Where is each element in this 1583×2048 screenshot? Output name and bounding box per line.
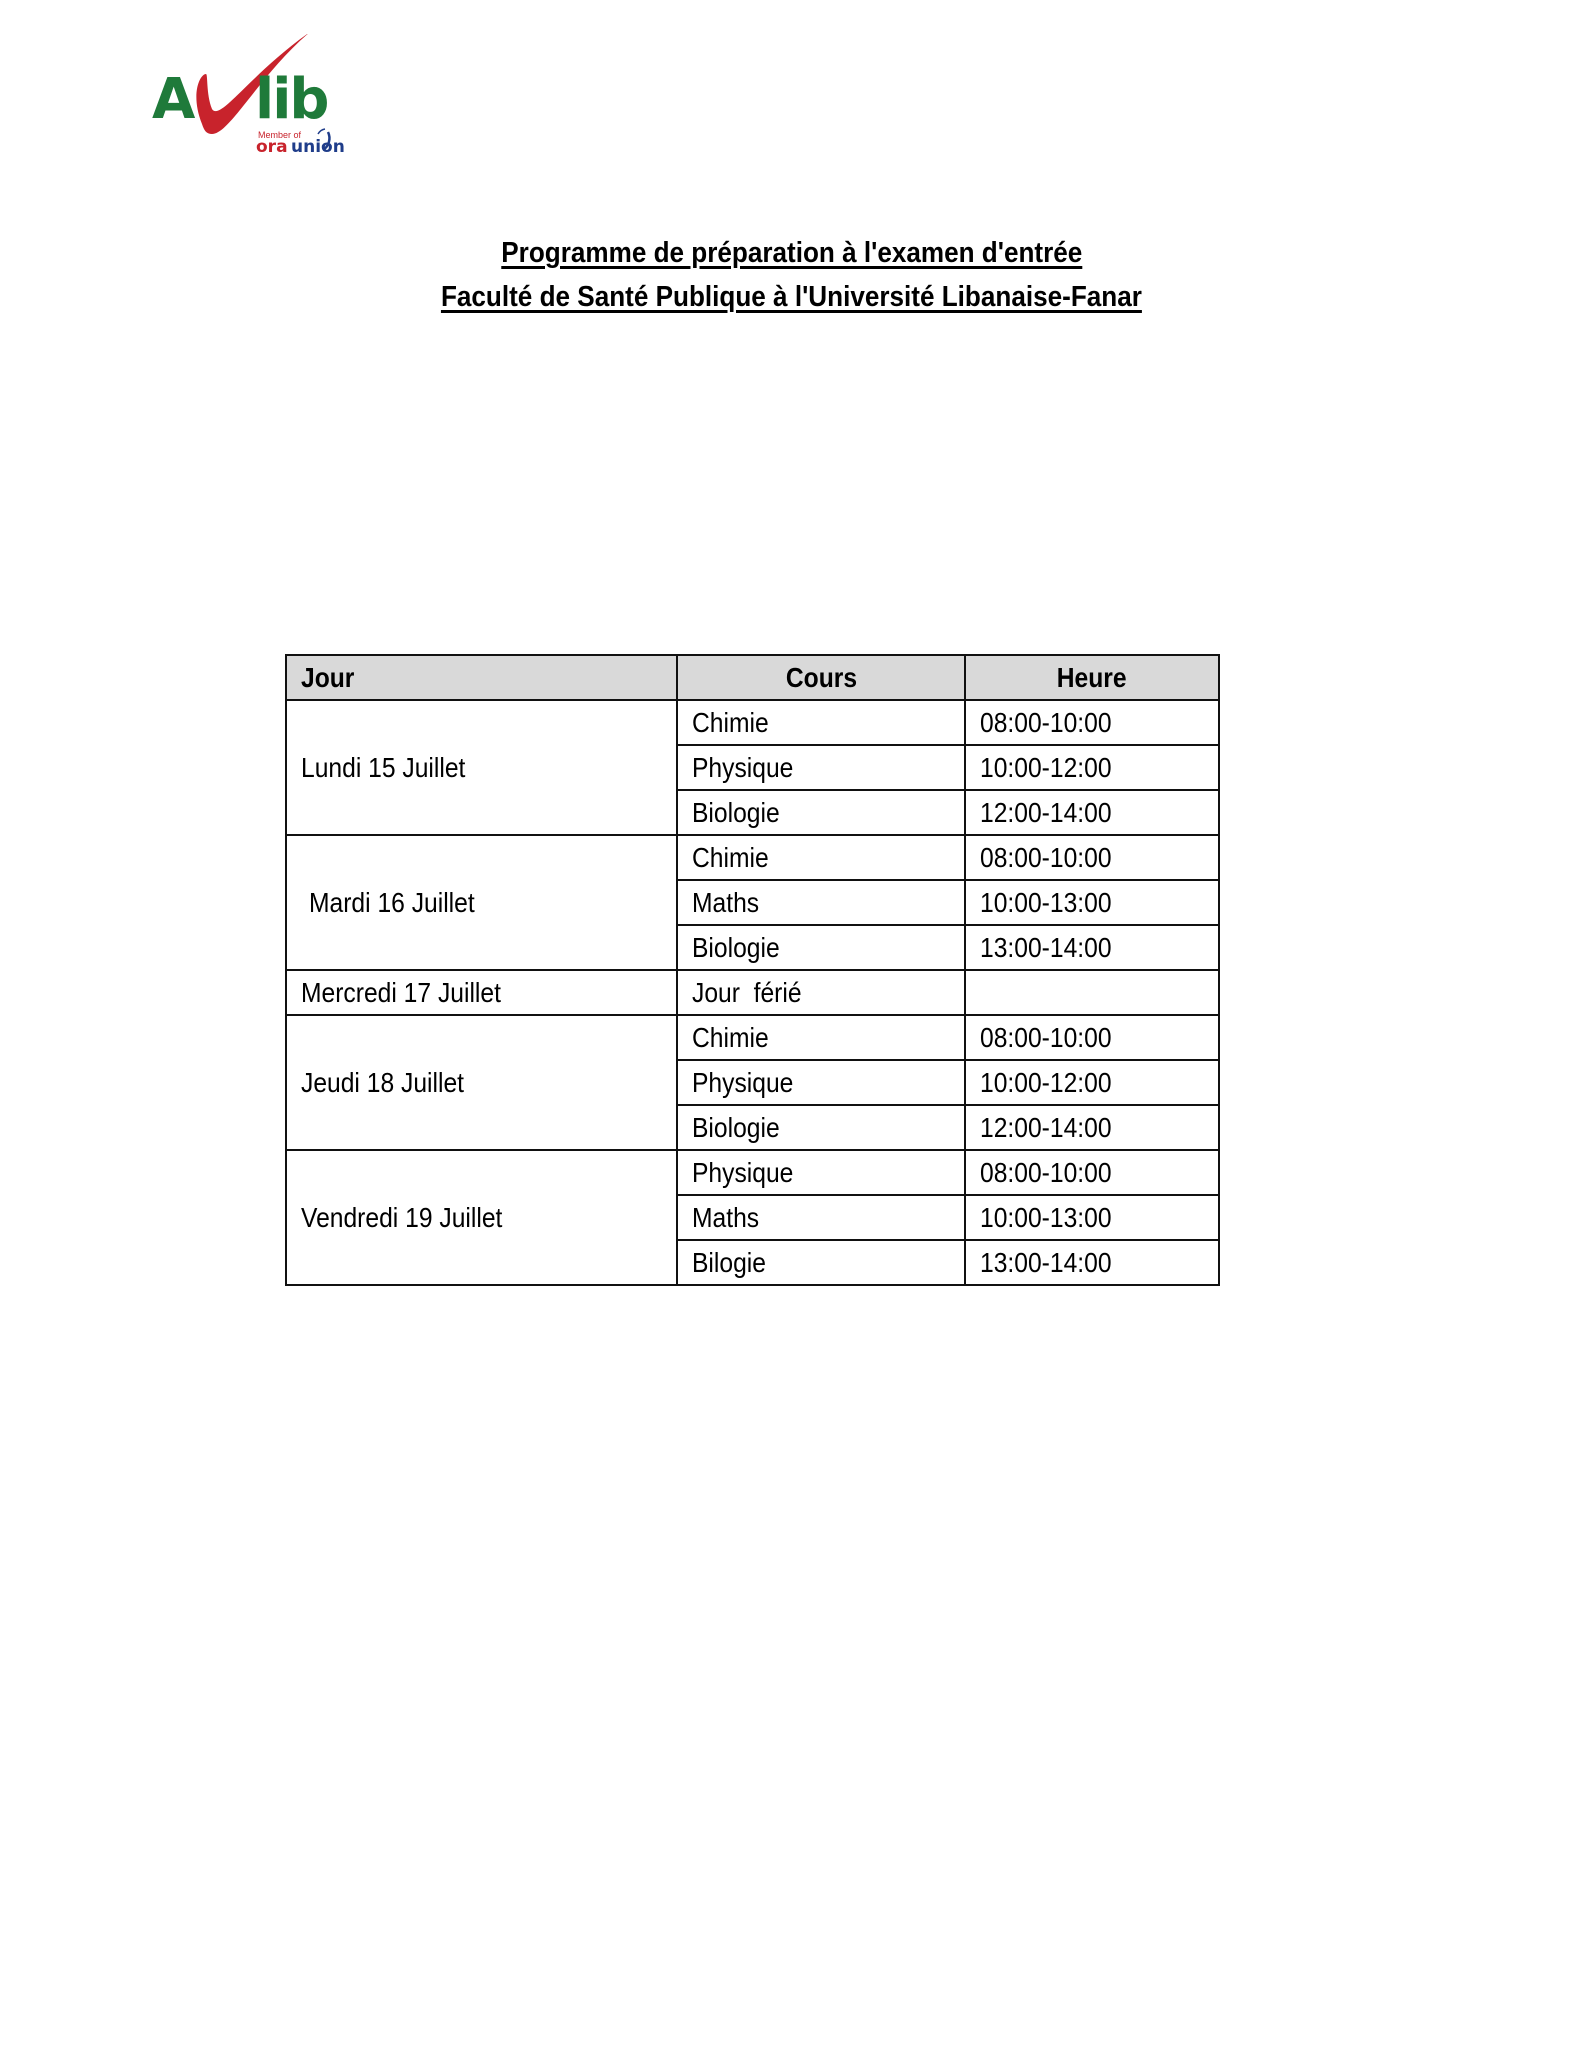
cell-text: Chimie (692, 707, 769, 738)
cell-text: Cours (785, 662, 857, 693)
cell-text: Maths (692, 887, 760, 918)
cell-text: 10:00-12:00 (980, 752, 1112, 783)
cours-cell (677, 970, 965, 1015)
heure-cell (965, 790, 1219, 835)
avlib-logo (150, 34, 350, 158)
day-cell (286, 835, 677, 970)
heure-cell (965, 925, 1219, 970)
cours-cell (677, 1240, 965, 1285)
table-row (286, 970, 1219, 1015)
cell-text: Biologie (692, 797, 780, 828)
day-cell (286, 1150, 677, 1285)
cell-text: Physique (692, 1157, 794, 1188)
heure-cell (965, 880, 1219, 925)
cell-text: Physique (692, 752, 794, 783)
cell-text: 08:00-10:00 (980, 1157, 1112, 1188)
cours-cell (677, 790, 965, 835)
cell-text: 13:00-14:00 (980, 932, 1112, 963)
cours-cell (677, 880, 965, 925)
cell-text: Heure (1057, 662, 1127, 693)
cours-cell (677, 1150, 965, 1195)
cell-text: 12:00-14:00 (980, 797, 1112, 828)
schedule-table (285, 654, 1220, 1286)
cell-text: 08:00-10:00 (980, 842, 1112, 873)
table-row (286, 1015, 1219, 1060)
cell-text: Vendredi 19 Juillet (301, 1202, 503, 1233)
heure-cell (965, 1195, 1219, 1240)
cell-text: 12:00-14:00 (980, 1112, 1112, 1143)
cell-text: Lundi 15 Juillet (301, 752, 466, 783)
cell-text: 10:00-13:00 (980, 1202, 1112, 1233)
table-row (286, 1150, 1219, 1195)
cell-text: Chimie (692, 1022, 769, 1053)
cours-cell (677, 1015, 965, 1060)
cell-text: 08:00-10:00 (980, 707, 1112, 738)
header-cours (677, 655, 965, 700)
cell-text: Mardi 16 Juillet (309, 887, 475, 918)
cell-text: Jour (301, 662, 355, 693)
heure-cell (965, 700, 1219, 745)
heure-cell (965, 1105, 1219, 1150)
header-heure (965, 655, 1219, 700)
heure-cell (965, 1060, 1219, 1105)
cell-text: Bilogie (692, 1247, 766, 1278)
cell-text: Jeudi 18 Juillet (301, 1067, 465, 1098)
cell-text: 10:00-13:00 (980, 887, 1112, 918)
table-row (286, 700, 1219, 745)
title-line-2 (0, 280, 1583, 314)
cours-cell (677, 745, 965, 790)
cours-cell (677, 700, 965, 745)
cell-text: 13:00-14:00 (980, 1247, 1112, 1278)
day-cell (286, 700, 677, 835)
cours-cell (677, 925, 965, 970)
logo-ora: ora (256, 137, 288, 157)
cell-text: Biologie (692, 1112, 780, 1143)
logo-union: union (291, 137, 345, 157)
title-line-1 (0, 236, 1583, 270)
logo-letter-a: A (152, 67, 195, 132)
cours-cell (677, 835, 965, 880)
cell-text: 10:00-12:00 (980, 1067, 1112, 1098)
logo-member-of: Member of (258, 130, 302, 140)
heure-cell (965, 970, 1219, 1015)
heure-cell (965, 1240, 1219, 1285)
title-line-1-text: Programme de préparation à l'examen d'entrée (500, 237, 1083, 269)
cell-text: Physique (692, 1067, 794, 1098)
header-jour (286, 655, 677, 700)
cell-text: Chimie (692, 842, 769, 873)
heure-cell (965, 835, 1219, 880)
cours-cell (677, 1060, 965, 1105)
cours-cell (677, 1195, 965, 1240)
heure-cell (965, 745, 1219, 790)
table-header-row (286, 655, 1219, 700)
day-cell (286, 1015, 677, 1150)
cell-text: Maths (692, 1202, 760, 1233)
cours-cell (677, 1105, 965, 1150)
cell-text: Biologie (692, 932, 780, 963)
cell-text: 08:00-10:00 (980, 1022, 1112, 1053)
title-line-2-text: Faculté de Santé Publique à l'Université Libanaise-Fanar (441, 281, 1142, 313)
heure-cell (965, 1015, 1219, 1060)
heure-cell (965, 1150, 1219, 1195)
table-row (286, 835, 1219, 880)
logo-text-lib: lib (255, 67, 328, 132)
day-cell (286, 970, 677, 1015)
cell-text: Mercredi 17 Juillet (301, 977, 501, 1008)
cell-text: Jour férié (692, 977, 802, 1008)
